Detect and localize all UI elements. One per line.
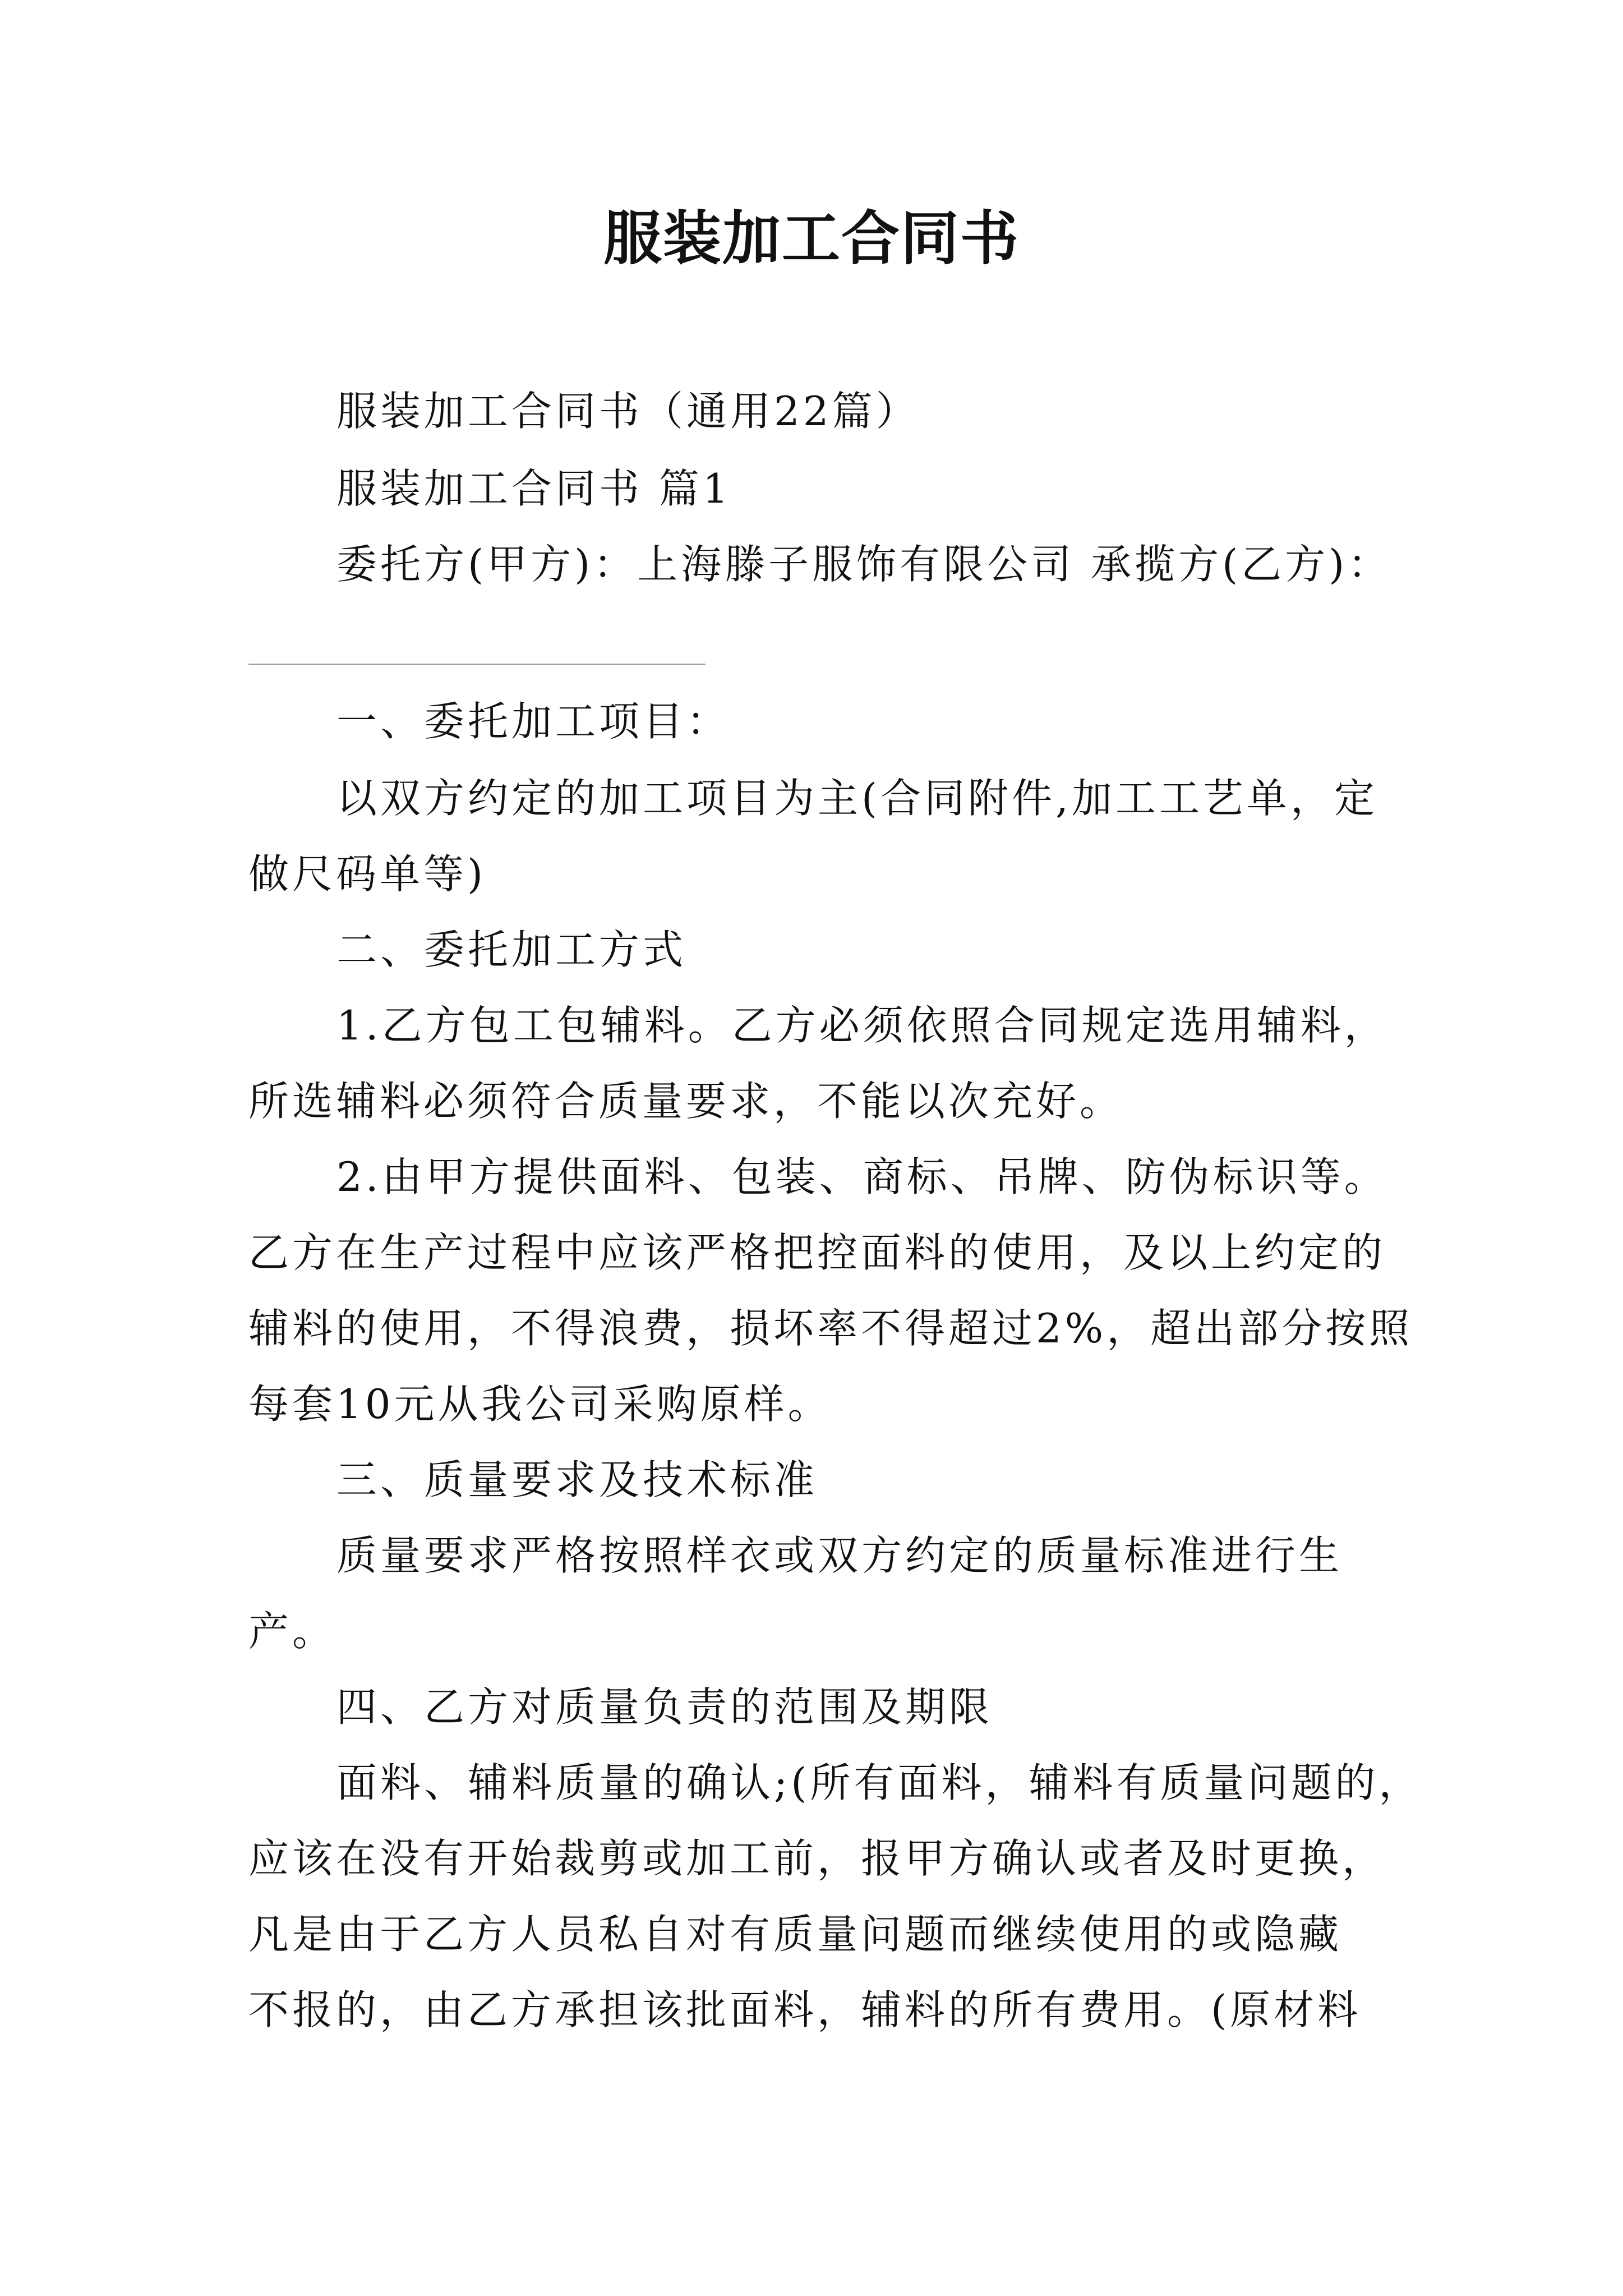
section-heading-2: 二、委托加工方式 — [336, 926, 687, 973]
paragraph-line: 乙方在生产过程中应该严格把控面料的使用，及以上约定的 — [248, 1229, 1386, 1276]
paragraph-line: 每套10元从我公司采购原样。 — [248, 1381, 832, 1428]
paragraph-line: 辅料的使用，不得浪费，损坏率不得超过2%，超出部分按照 — [248, 1305, 1413, 1352]
paragraph-line: 以双方约定的加工项目为主(合同附件,加工工艺单，定 — [336, 775, 1378, 822]
document-title: 服装加工合同书 — [603, 204, 1020, 273]
paragraph-line: 不报的，由乙方承担该批面料，辅料的所有费用。(原材料 — [248, 1986, 1362, 2033]
paragraph-line: 2.由甲方提供面料、包装、商标、吊牌、防伪标识等。 — [336, 1153, 1388, 1200]
parties-line: 委托方(甲方)：上海滕子服饰有限公司 承揽方(乙方)： — [336, 541, 1392, 588]
section-heading-4: 四、乙方对质量负责的范围及期限 — [336, 1683, 993, 1731]
paragraph-line: 所选辅料必须符合质量要求，不能以次充好。 — [248, 1078, 1124, 1125]
collection-title-line: 服装加工合同书（通用22篇） — [336, 388, 920, 435]
paragraph-line: 面料、辅料质量的确认;(所有面料，辅料有质量问题的， — [336, 1759, 1423, 1806]
paragraph-line: 凡是由于乙方人员私自对有质量问题而继续使用的或隐藏 — [248, 1911, 1343, 1958]
paragraph-line: 1.乙方包工包辅料。乙方必须依照合同规定选用辅料， — [336, 1002, 1388, 1049]
signature-blank-rule — [248, 664, 706, 665]
paragraph-line: 应该在没有开始裁剪或加工前，报甲方确认或者及时更换， — [248, 1835, 1386, 1882]
section-heading-3: 三、质量要求及技术标准 — [336, 1456, 818, 1503]
paragraph-line: 产。 — [248, 1608, 336, 1655]
paragraph-line: 质量要求严格按照样衣或双方约定的质量标准进行生 — [336, 1532, 1343, 1579]
article-title-line: 服装加工合同书 篇1 — [336, 465, 732, 512]
section-heading-1: 一、委托加工项目： — [336, 698, 731, 745]
paragraph-line: 做尺码单等) — [248, 850, 487, 898]
